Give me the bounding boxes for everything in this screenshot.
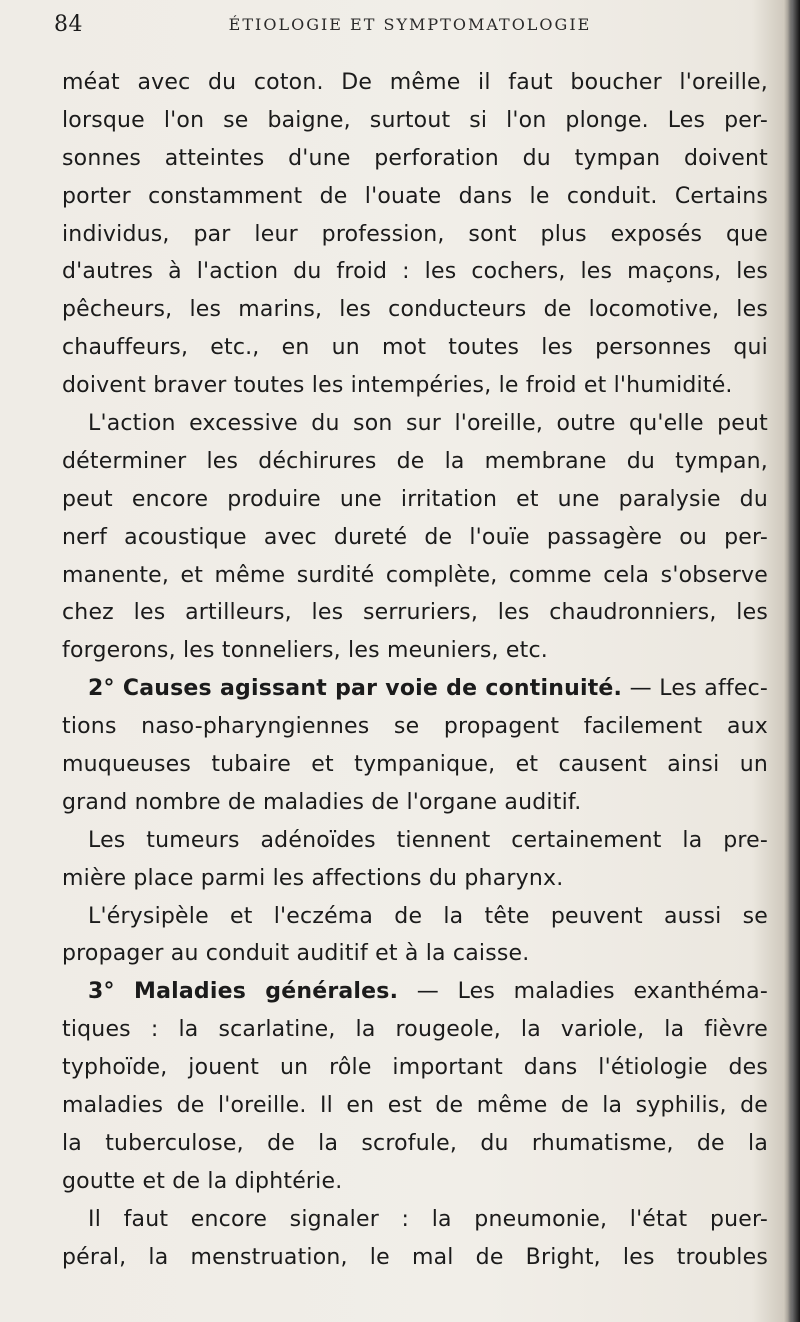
section-heading: 3° Maladies générales. <box>88 979 399 1005</box>
text-line: sonnes atteintes d'une perforation du tympan doivent <box>62 145 768 171</box>
text-line: maladies de l'oreille. Il en est de même de la syphilis, de <box>62 1093 768 1119</box>
text-line: chez les artilleurs, les serruriers, les chaudronniers, les <box>62 600 768 626</box>
text-line: muqueuses tubaire et tympanique, et causent ainsi un <box>62 752 768 778</box>
text-line: tiques : la scarlatine, la rougeole, la variole, la fièvre <box>62 1017 768 1043</box>
text-line: propager au conduit auditif et à la caisse. <box>62 941 530 967</box>
paragraph-start-line: Les tumeurs adénoïdes tiennent certainement la pre- <box>88 827 768 853</box>
page-edge-shadow <box>788 0 800 1322</box>
section-heading-line: 2° Causes agissant par voie de continuité. — Les affec- <box>88 676 768 702</box>
text-line: manente, et même surdité complète, comme cela s'observe <box>62 562 768 588</box>
text-line: péral, la menstruation, le mal de Bright, les troubles <box>62 1244 768 1270</box>
text-line: forgerons, les tonneliers, les meuniers, etc. <box>62 638 548 664</box>
text-line: doivent braver toutes les intempéries, le froid et l'humidité. <box>62 373 733 399</box>
text-line: lorsque l'on se baigne, surtout si l'on plonge. Les per- <box>62 107 768 133</box>
body-text <box>62 64 768 1277</box>
text-line: goutte et de la diphtérie. <box>62 1168 343 1194</box>
paragraph-start-line: Il faut encore signaler : la pneumonie, l'état puer- <box>88 1206 768 1232</box>
text-line: chauffeurs, etc., en un mot toutes les personnes qui <box>62 335 768 361</box>
text-line: tions naso-pharyngiennes se propagent facilement aux <box>62 714 768 740</box>
text-line: méat avec du coton. De même il faut boucher l'oreille, <box>62 70 768 95</box>
text-line: mière place parmi les affections du pharynx. <box>62 865 564 891</box>
text-line: la tuberculose, de la scrofule, du rhumatisme, de la <box>62 1130 768 1156</box>
text-line: peut encore produire une irritation et une paralysie du <box>62 486 768 512</box>
section-heading: 2° Causes agissant par voie de continuité. <box>88 676 623 702</box>
text-line: individus, par leur profession, sont plus exposés que <box>62 221 768 247</box>
text-line: déterminer les déchirures de la membrane du tympan, <box>62 448 768 474</box>
page-number: 84 <box>54 12 83 37</box>
text-line: nerf acoustique avec dureté de l'ouïe passagère ou per- <box>62 524 768 550</box>
text-line: d'autres à l'action du froid : les cochers, les maçons, les <box>62 259 768 285</box>
page-header <box>54 12 766 48</box>
text-line: pêcheurs, les marins, les conducteurs de locomotive, les <box>62 297 768 323</box>
text-line: porter constamment de l'ouate dans le conduit. Certains <box>62 183 768 209</box>
paragraph-start-line: L'érysipèle et l'eczéma de la tête peuvent aussi se <box>88 903 768 929</box>
running-title: ÉTIOLOGIE ET SYMPTOMATOLOGIE <box>228 15 592 34</box>
paragraph-start-line: L'action excessive du son sur l'oreille, outre qu'elle peut <box>88 411 768 437</box>
text-line: typhoïde, jouent un rôle important dans l'étiologie des <box>62 1055 768 1081</box>
section-heading-line: 3° Maladies générales. — Les maladies exanthéma- <box>88 979 768 1005</box>
text-line: grand nombre de maladies de l'organe auditif. <box>62 789 582 815</box>
